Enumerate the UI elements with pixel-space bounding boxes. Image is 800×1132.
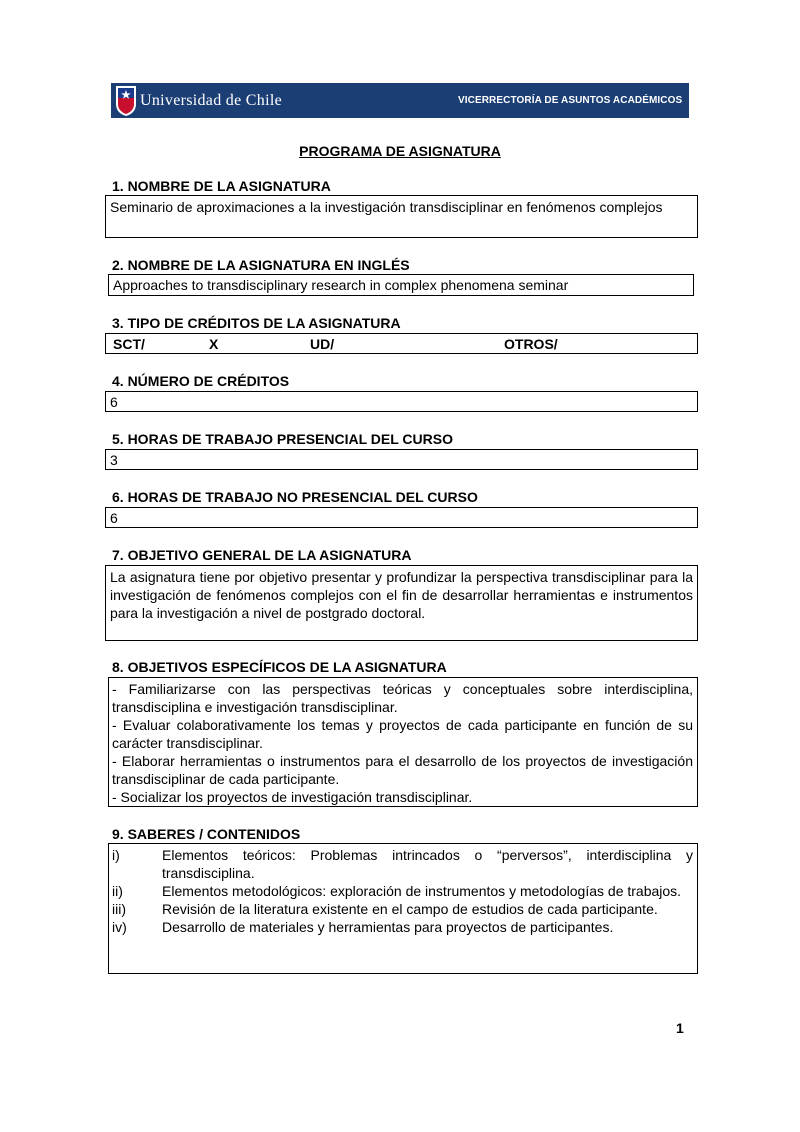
specific-objective-item: - Evaluar colaborativamente los temas y proyectos de cada participante en función de su carácter transdisciplinar. xyxy=(112,717,693,751)
content-item-text: Desarrollo de materiales y herramientas para proyectos de participantes. xyxy=(162,919,614,935)
specific-objective-item: - Elaborar herramientas o instrumentos para el desarrollo de los proyectos de investigación transdisciplinar de cada participante. xyxy=(112,753,693,787)
content-item-number: iii) xyxy=(112,901,126,917)
header-banner xyxy=(111,83,689,118)
section-6-value: 6 xyxy=(110,510,118,526)
section-7-title: 7. OBJETIVO GENERAL DE LA ASIGNATURA xyxy=(112,547,412,563)
section-9-box xyxy=(108,843,698,974)
page-number: 1 xyxy=(676,1020,684,1036)
content-item xyxy=(112,846,693,882)
content-item-text: Revisión de la literatura existente en el campo de estudios de cada participante. xyxy=(162,901,658,917)
section-1-title: 1. NOMBRE DE LA ASIGNATURA xyxy=(112,178,331,194)
content-item xyxy=(112,882,693,900)
section-8-title: 8. OBJETIVOS ESPECÍFICOS DE LA ASIGNATURA xyxy=(112,659,447,675)
credit-type-ud: UD/ xyxy=(310,336,335,352)
university-shield-icon xyxy=(114,84,138,117)
content-item-text: Elementos teóricos: Problemas intrincados o “perversos”, interdisciplina y transdisciplina. xyxy=(162,847,693,881)
content-item xyxy=(112,900,693,918)
section-6-title: 6. HORAS DE TRABAJO NO PRESENCIAL DEL CURSO xyxy=(112,489,478,505)
content-item-number: ii) xyxy=(112,883,123,899)
section-2-title: 2. NOMBRE DE LA ASIGNATURA EN INGLÉS xyxy=(112,257,410,273)
credit-type-otros: OTROS/ xyxy=(504,336,558,352)
section-9-title: 9. SABERES / CONTENIDOS xyxy=(112,826,301,842)
content-item-number: i) xyxy=(112,847,120,863)
section-6-box xyxy=(105,507,698,528)
specific-objective-item: - Socializar los proyectos de investigación transdisciplinar. xyxy=(112,789,473,805)
section-5-box xyxy=(105,449,698,470)
section-3-title: 3. TIPO DE CRÉDITOS DE LA ASIGNATURA xyxy=(112,315,401,331)
section-3-box xyxy=(105,333,698,354)
section-8-box xyxy=(108,677,698,807)
section-4-box xyxy=(105,391,698,412)
section-5-title: 5. HORAS DE TRABAJO PRESENCIAL DEL CURSO xyxy=(112,431,453,447)
university-name: Universidad de Chile xyxy=(140,92,282,109)
content-item-number: iv) xyxy=(112,919,127,935)
section-1-value: Seminario de aproximaciones a la investigación transdisciplinar en fenómenos complejos xyxy=(110,199,663,215)
specific-objective-item: - Familiarizarse con las perspectivas teóricas y conceptuales sobre interdisciplina, transdisciplina e investigación transdisciplinar. xyxy=(112,681,693,715)
section-7-value: La asignatura tiene por objetivo presentar y profundizar la perspectiva transdisciplinar para la investigación de fenómenos complejos con el fin de desarrollar herramientas e instrumentos para la investigación a nivel de postgrado doctoral. xyxy=(110,569,693,621)
office-name: VICERRECTORÍA DE ASUNTOS ACADÉMICOS xyxy=(458,95,683,106)
credit-type-sct: SCT/ xyxy=(113,336,145,352)
document-title: PROGRAMA DE ASIGNATURA xyxy=(299,143,501,159)
section-7-box xyxy=(105,565,698,641)
section-2-value: Approaches to transdisciplinary research in complex phenomena seminar xyxy=(113,277,569,293)
section-5-value: 3 xyxy=(110,452,118,468)
section-1-box xyxy=(105,195,698,238)
section-4-title: 4. NÚMERO DE CRÉDITOS xyxy=(112,373,290,389)
content-item xyxy=(112,918,693,936)
content-item-text: Elementos metodológicos: exploración de instrumentos y metodologías de trabajos. xyxy=(162,883,682,899)
section-2-box xyxy=(108,274,694,296)
section-4-value: 6 xyxy=(110,394,118,410)
credit-type-mark: X xyxy=(209,336,219,352)
